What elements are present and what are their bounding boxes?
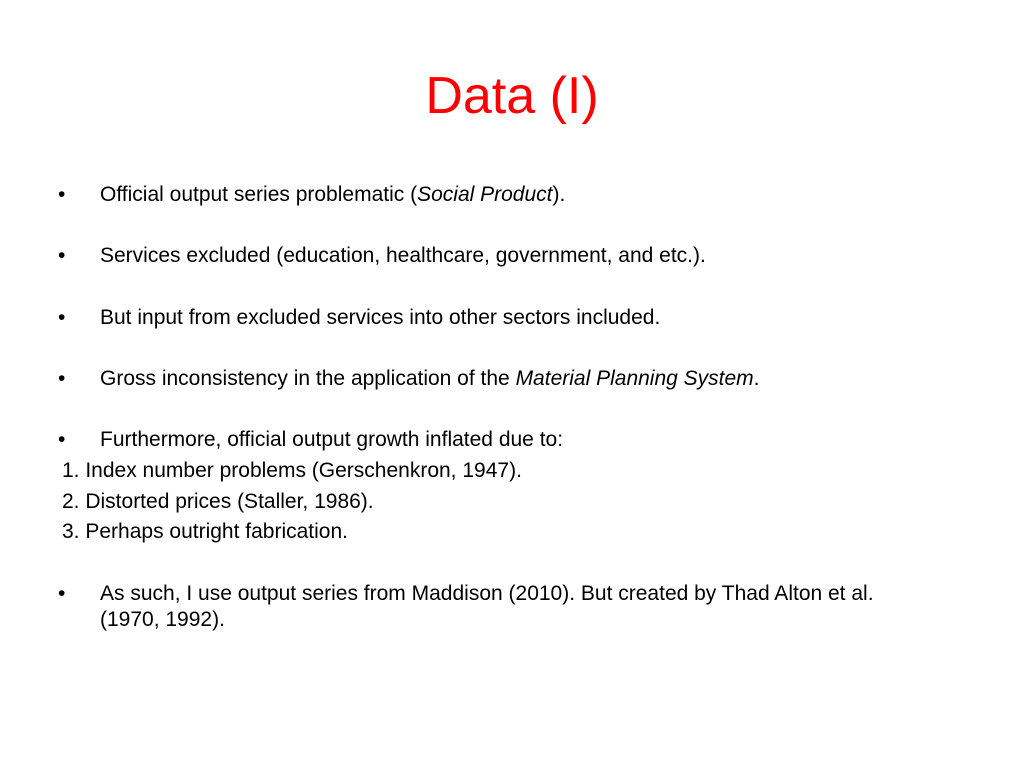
italic-term: Material Planning System	[515, 367, 754, 390]
text-segment: ).	[552, 183, 566, 206]
text-line: (1970, 1992).	[100, 608, 225, 631]
numbered-item-2: 2. Distorted prices (Staller, 1986).	[62, 490, 374, 513]
bullet-text: Services excluded (education, healthcare, government, and etc.).	[100, 244, 706, 267]
bullet-icon: •	[58, 367, 66, 390]
bullet-text	[100, 182, 978, 208]
bullet-text: Furthermore, official output growth inflated due to:	[100, 428, 564, 451]
text-segment: Gross inconsistency in the application of the	[100, 367, 516, 390]
numbered-item-3: 3. Perhaps outright fabrication.	[62, 520, 349, 543]
numbered-item-1: 1. Index number problems (Gerschenkron, 1947).	[62, 459, 522, 482]
bullet-icon: •	[58, 428, 66, 451]
text-line: As such, I use output series from Maddison (2010). But created by Thad Alton et al.	[100, 582, 874, 605]
bullet-text	[100, 581, 978, 633]
bullet-text	[100, 366, 978, 392]
slide-title: Data (I)	[425, 67, 599, 125]
italic-term: Social Product	[417, 183, 553, 206]
bullet-icon: •	[58, 582, 66, 605]
bullet-text: But input from excluded services into other sectors included.	[100, 306, 661, 329]
bullet-icon: •	[58, 183, 66, 206]
bullet-icon: •	[58, 306, 66, 329]
bullet-icon: •	[58, 244, 66, 267]
text-segment: Official output series problematic (	[100, 183, 418, 206]
text-segment: .	[753, 367, 760, 390]
